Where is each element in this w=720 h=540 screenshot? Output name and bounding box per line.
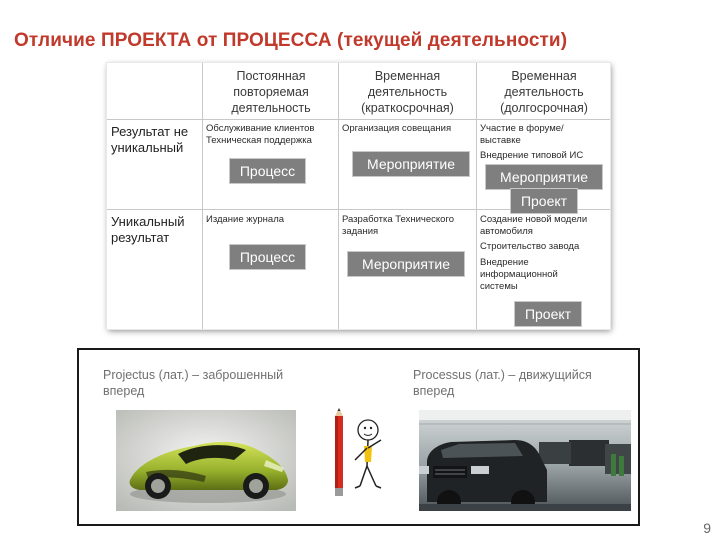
grid-line (338, 63, 339, 329)
projectus-caption: Projectus (лат.) – заброшенный вперед (103, 368, 284, 398)
grid-line (107, 119, 610, 120)
cell-item: Обслуживание клиентов (206, 123, 315, 134)
cell-item: Издание журнала (206, 214, 285, 225)
page-number: 9 (703, 520, 711, 536)
tag-event: Мероприятие (353, 152, 469, 176)
slide-title: Отличие ПРОЕКТА от ПРОЦЕССА (текущей деятельности) (14, 30, 568, 51)
grid-line (202, 63, 203, 329)
cell-item: Разработка Технического задания (342, 214, 454, 237)
suv-assembly-line-photo (419, 410, 631, 511)
cell-item: Внедрение типовой ИС (480, 150, 584, 161)
tag-process: Процесс (230, 245, 305, 269)
cell-item: Внедрение информационной системы (480, 257, 558, 292)
pencil-figure-drawing (327, 408, 397, 500)
column-header-long-term: Временная деятельность (долгосрочная) (500, 69, 588, 115)
cell-item: Создание новой модели автомобиля (480, 214, 588, 237)
tag-event: Мероприятие (348, 252, 464, 276)
cell-item: Техническая поддержка (206, 135, 312, 146)
cell-item: Организация совещания (342, 123, 452, 134)
column-header-short-term: Временная деятельность (краткосрочная) (361, 69, 454, 115)
column-header-permanent: Постоянная повторяемая деятельность (231, 69, 311, 115)
comparison-matrix (107, 63, 610, 329)
tag-project: Проект (511, 189, 577, 213)
grid-line (476, 63, 477, 329)
tag-process: Процесс (230, 159, 305, 183)
tag-event: Мероприятие (486, 165, 602, 189)
concept-car-photo (116, 410, 296, 511)
etymology-panel (77, 348, 640, 526)
row-header-non-unique: Результат не уникальный (111, 124, 189, 155)
processus-caption: Processus (лат.) – движущийся вперед (413, 368, 592, 398)
tag-project: Проект (515, 302, 581, 326)
cell-item: Участие в форуме/выставке (480, 123, 564, 146)
row-header-unique: Уникальный результат (111, 214, 185, 245)
cell-item: Строительство завода (480, 241, 580, 252)
